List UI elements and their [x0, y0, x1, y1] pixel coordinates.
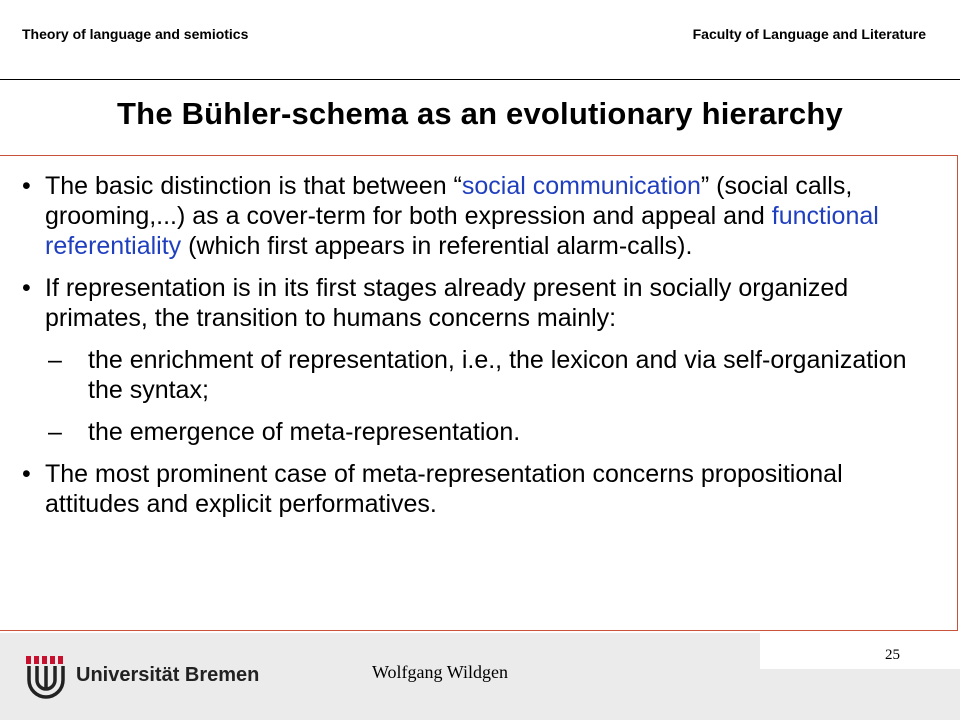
bullet-text: [45, 171, 930, 261]
sub-bullet-item: [0, 417, 960, 447]
highlight-term: social communication: [461, 172, 701, 200]
text-segment: (which first appears in referential alarm-calls).: [181, 232, 693, 260]
bullet-marker: •: [22, 460, 31, 488]
bullet-marker: •: [22, 274, 31, 302]
university-seal-icon: [24, 654, 68, 702]
dash-marker: –: [48, 418, 62, 446]
bullet-text: If representation is in its first stages already present in socially organized primates, the transition to humans concerns mainly:: [45, 274, 849, 332]
bullet-item: [0, 171, 960, 261]
highlight-term: functional referentiality: [45, 202, 879, 260]
dash-marker: –: [48, 346, 62, 374]
bullet-marker: •: [22, 172, 31, 200]
slide-title: The Bühler-schema as an evolutionary hierarchy: [117, 96, 843, 131]
page-number: 25: [885, 647, 900, 663]
header-faculty: Faculty of Language and Literature: [692, 26, 926, 42]
header-course-title: Theory of language and semiotics: [22, 26, 249, 42]
bullet-item: [0, 273, 960, 333]
sub-bullet-text: the emergence of meta-representation.: [88, 418, 521, 446]
sub-bullet-text: the enrichment of representation, i.e., the lexicon and via self-organization the syntax;: [88, 346, 907, 404]
bullet-list: [0, 171, 960, 531]
university-logo-text: Universität Bremen: [76, 664, 260, 686]
header-divider: [0, 79, 960, 80]
text-segment: The basic distinction is that between “: [45, 172, 462, 200]
author-name: Wolfgang Wildgen: [372, 662, 508, 682]
bullet-text: The most prominent case of meta-representation concerns propositional attitudes and explicit performatives.: [45, 460, 843, 518]
text-segment: ” (social calls, grooming,...) as a cover-term for both expression and appeal and: [45, 172, 853, 230]
bullet-item: [0, 459, 960, 519]
page-number-box: [760, 633, 960, 669]
sub-bullet-item: [0, 345, 960, 405]
